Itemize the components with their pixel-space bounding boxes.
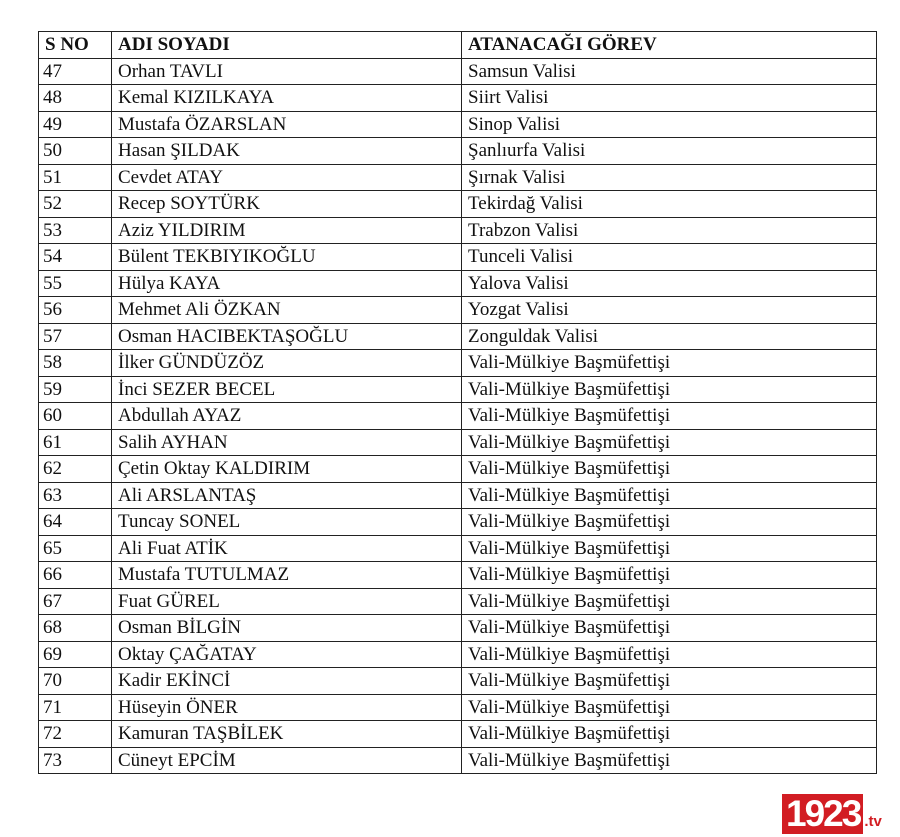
cell-position: Vali-Mülkiye Başmüfettişi <box>462 721 877 748</box>
cell-sno: 65 <box>39 535 112 562</box>
cell-name: Hülya KAYA <box>112 270 462 297</box>
cell-name: Hüseyin ÖNER <box>112 694 462 721</box>
cell-sno: 57 <box>39 323 112 350</box>
cell-name: Abdullah AYAZ <box>112 403 462 430</box>
table-row <box>39 482 877 509</box>
cell-position: Sinop Valisi <box>462 111 877 138</box>
brand-logo <box>782 794 898 834</box>
column-header-name: ADI SOYADI <box>112 32 462 59</box>
cell-name: Salih AYHAN <box>112 429 462 456</box>
cell-name: Osman BİLGİN <box>112 615 462 642</box>
table-row <box>39 429 877 456</box>
cell-name: Kamuran TAŞBİLEK <box>112 721 462 748</box>
cell-position: Vali-Mülkiye Başmüfettişi <box>462 588 877 615</box>
cell-position: Vali-Mülkiye Başmüfettişi <box>462 350 877 377</box>
cell-name: Hasan ŞILDAK <box>112 138 462 165</box>
table-row <box>39 58 877 85</box>
cell-sno: 69 <box>39 641 112 668</box>
table-row <box>39 138 877 165</box>
cell-name: Aziz YILDIRIM <box>112 217 462 244</box>
cell-name: Mustafa ÖZARSLAN <box>112 111 462 138</box>
cell-sno: 59 <box>39 376 112 403</box>
cell-sno: 71 <box>39 694 112 721</box>
cell-position: Yalova Valisi <box>462 270 877 297</box>
cell-position: Vali-Mülkiye Başmüfettişi <box>462 509 877 536</box>
cell-sno: 72 <box>39 721 112 748</box>
cell-position: Şanlıurfa Valisi <box>462 138 877 165</box>
cell-name: Kemal KIZILKAYA <box>112 85 462 112</box>
table-row <box>39 641 877 668</box>
table-row <box>39 85 877 112</box>
table-row <box>39 111 877 138</box>
cell-position: Vali-Mülkiye Başmüfettişi <box>462 668 877 695</box>
cell-sno: 58 <box>39 350 112 377</box>
cell-name: Fuat GÜREL <box>112 588 462 615</box>
cell-name: Recep SOYTÜRK <box>112 191 462 218</box>
cell-sno: 63 <box>39 482 112 509</box>
cell-sno: 53 <box>39 217 112 244</box>
table-row <box>39 562 877 589</box>
table-row <box>39 747 877 774</box>
cell-name: İlker GÜNDÜZÖZ <box>112 350 462 377</box>
table-row <box>39 191 877 218</box>
cell-sno: 68 <box>39 615 112 642</box>
cell-position: Vali-Mülkiye Başmüfettişi <box>462 562 877 589</box>
cell-position: Trabzon Valisi <box>462 217 877 244</box>
cell-sno: 61 <box>39 429 112 456</box>
table-row <box>39 721 877 748</box>
cell-position: Vali-Mülkiye Başmüfettişi <box>462 482 877 509</box>
cell-name: Cevdet ATAY <box>112 164 462 191</box>
table-row <box>39 615 877 642</box>
cell-sno: 49 <box>39 111 112 138</box>
cell-name: Orhan TAVLI <box>112 58 462 85</box>
cell-position: Tekirdağ Valisi <box>462 191 877 218</box>
cell-name: Mehmet Ali ÖZKAN <box>112 297 462 324</box>
cell-sno: 73 <box>39 747 112 774</box>
cell-name: Ali ARSLANTAŞ <box>112 482 462 509</box>
table-row <box>39 270 877 297</box>
cell-position: Vali-Mülkiye Başmüfettişi <box>462 429 877 456</box>
cell-sno: 47 <box>39 58 112 85</box>
cell-name: Osman HACIBEKTAŞOĞLU <box>112 323 462 350</box>
cell-name: Kadir EKİNCİ <box>112 668 462 695</box>
table-row <box>39 668 877 695</box>
cell-position: Samsun Valisi <box>462 58 877 85</box>
table-row <box>39 509 877 536</box>
cell-position: Vali-Mülkiye Başmüfettişi <box>462 376 877 403</box>
table-row <box>39 164 877 191</box>
cell-sno: 67 <box>39 588 112 615</box>
cell-sno: 66 <box>39 562 112 589</box>
table-row <box>39 403 877 430</box>
cell-name: Tuncay SONEL <box>112 509 462 536</box>
table-body <box>39 58 877 774</box>
table-row <box>39 535 877 562</box>
cell-position: Yozgat Valisi <box>462 297 877 324</box>
cell-position: Siirt Valisi <box>462 85 877 112</box>
cell-position: Vali-Mülkiye Başmüfettişi <box>462 403 877 430</box>
cell-position: Vali-Mülkiye Başmüfettişi <box>462 641 877 668</box>
cell-position: Vali-Mülkiye Başmüfettişi <box>462 747 877 774</box>
table-row <box>39 694 877 721</box>
cell-position: Vali-Mülkiye Başmüfettişi <box>462 535 877 562</box>
cell-position: Tunceli Valisi <box>462 244 877 271</box>
cell-sno: 64 <box>39 509 112 536</box>
table-row <box>39 588 877 615</box>
cell-position: Şırnak Valisi <box>462 164 877 191</box>
cell-sno: 51 <box>39 164 112 191</box>
cell-position: Zonguldak Valisi <box>462 323 877 350</box>
table-header-row <box>39 32 877 59</box>
table-row <box>39 217 877 244</box>
table-row <box>39 350 877 377</box>
table-row <box>39 376 877 403</box>
logo-number: 1923 <box>782 794 863 834</box>
cell-position: Vali-Mülkiye Başmüfettişi <box>462 615 877 642</box>
cell-sno: 54 <box>39 244 112 271</box>
column-header-position: ATANACAĞI GÖREV <box>462 32 877 59</box>
logo-suffix: .tv <box>864 813 882 830</box>
cell-name: Çetin Oktay KALDIRIM <box>112 456 462 483</box>
cell-sno: 50 <box>39 138 112 165</box>
cell-sno: 70 <box>39 668 112 695</box>
table-row <box>39 323 877 350</box>
cell-sno: 55 <box>39 270 112 297</box>
cell-name: Bülent TEKBIYIKOĞLU <box>112 244 462 271</box>
cell-name: Cüneyt EPCİM <box>112 747 462 774</box>
table-row <box>39 244 877 271</box>
cell-position: Vali-Mülkiye Başmüfettişi <box>462 694 877 721</box>
cell-sno: 48 <box>39 85 112 112</box>
cell-position: Vali-Mülkiye Başmüfettişi <box>462 456 877 483</box>
cell-sno: 52 <box>39 191 112 218</box>
cell-name: Mustafa TUTULMAZ <box>112 562 462 589</box>
cell-name: Oktay ÇAĞATAY <box>112 641 462 668</box>
cell-sno: 62 <box>39 456 112 483</box>
cell-name: Ali Fuat ATİK <box>112 535 462 562</box>
table-row <box>39 297 877 324</box>
table-row <box>39 456 877 483</box>
cell-name: İnci SEZER BECEL <box>112 376 462 403</box>
column-header-sno: S NO <box>39 32 112 59</box>
appointments-table <box>38 31 877 774</box>
cell-sno: 56 <box>39 297 112 324</box>
cell-sno: 60 <box>39 403 112 430</box>
